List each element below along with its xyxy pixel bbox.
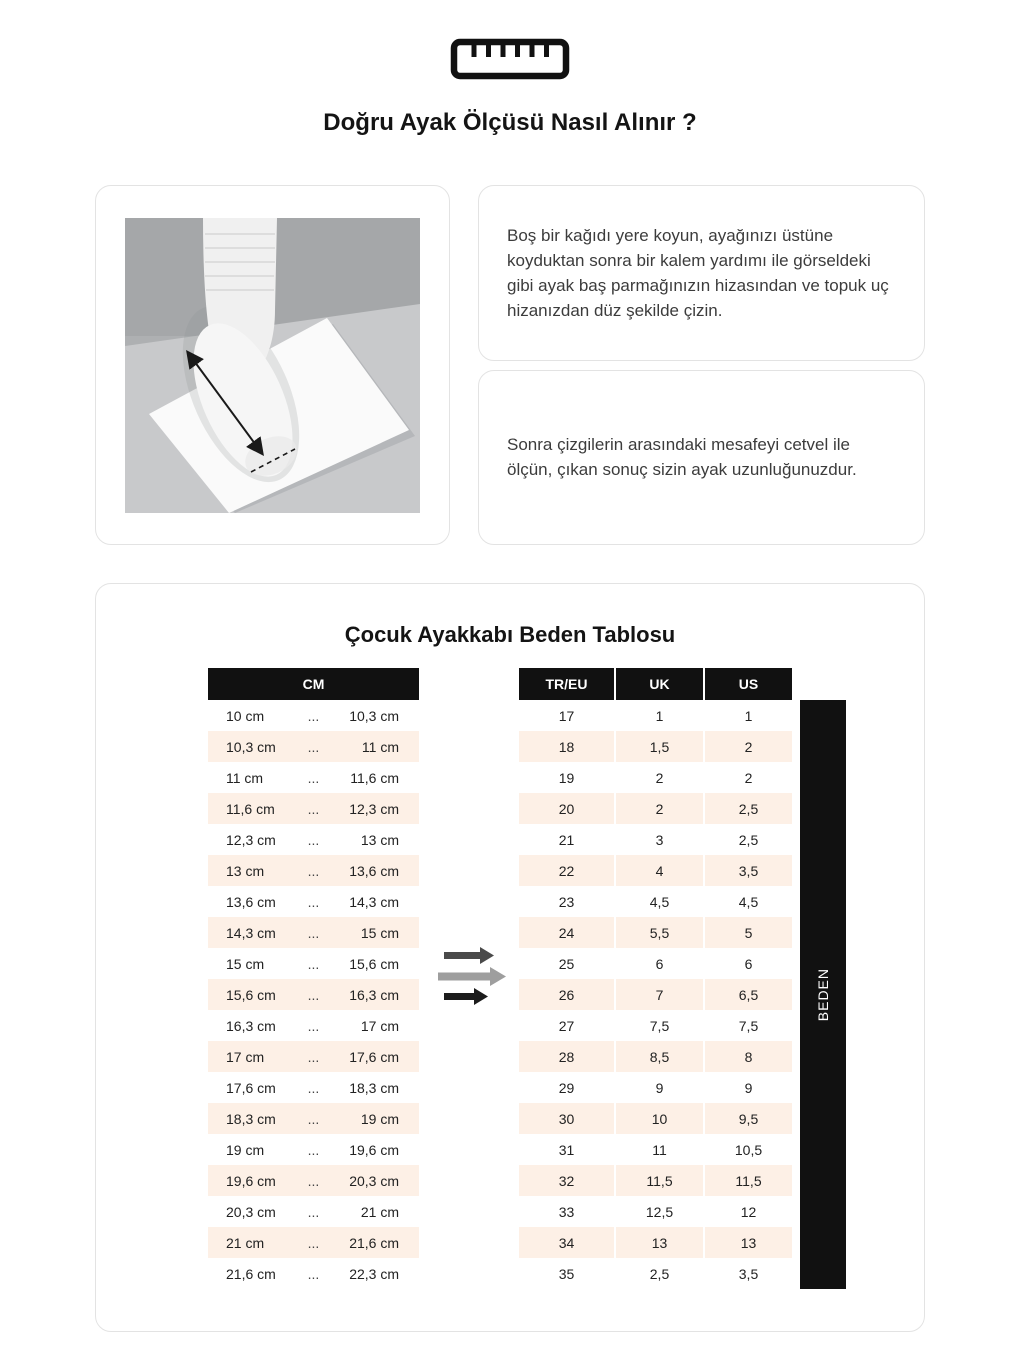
- size-tr-eu-cell: 28: [519, 1041, 614, 1072]
- cm-table-row: [208, 855, 419, 886]
- cm-from-cell: 21,6 cm: [226, 1265, 276, 1282]
- cm-table-row: [208, 1134, 419, 1165]
- cm-table-row: [208, 1103, 419, 1134]
- cm-sep-cell: ...: [307, 862, 320, 879]
- cm-from-cell: 18,3 cm: [226, 1110, 276, 1127]
- cm-to-cell: 17,6 cm: [349, 1048, 399, 1065]
- size-uk-cell: 5,5: [616, 917, 703, 948]
- size-tr-eu-cell: 17: [558, 707, 575, 724]
- cm-table-row: [208, 1072, 419, 1103]
- size-us-cell: 1: [744, 707, 753, 724]
- cm-from-cell: 13,6 cm: [226, 893, 276, 910]
- cm-sep-cell: ...: [307, 1048, 320, 1065]
- cm-table-row: [208, 1227, 419, 1258]
- cm-sep-cell: ...: [307, 800, 320, 817]
- size-uk-cell: 2: [655, 769, 664, 786]
- intl-size-table: [517, 668, 794, 1289]
- size-table-row: [519, 979, 792, 1010]
- cm-from-cell: 15 cm: [226, 955, 265, 972]
- size-table-row: [519, 1010, 792, 1041]
- cm-to-cell: 21 cm: [360, 1203, 399, 1220]
- size-col-header-uk: UK: [616, 668, 703, 700]
- cm-sep-cell: ...: [307, 1017, 320, 1034]
- size-table-section: [95, 583, 925, 1332]
- size-tr-eu-cell: 31: [558, 1141, 575, 1158]
- foot-measure-image-card: [95, 185, 450, 545]
- size-table-row: [519, 1196, 792, 1227]
- cm-table-row: [208, 700, 419, 731]
- cm-from-cell: 20,3 cm: [226, 1203, 276, 1220]
- cm-to-cell: 19,6 cm: [349, 1141, 399, 1158]
- size-us-cell: 12: [740, 1203, 757, 1220]
- size-us-cell: 3,5: [738, 1265, 759, 1282]
- size-us-cell: 11,5: [705, 1165, 792, 1196]
- size-col-header-tr-eu: TR/EU: [519, 668, 614, 700]
- size-us-cell: 10,5: [734, 1141, 763, 1158]
- cm-from-cell: 17 cm: [226, 1048, 265, 1065]
- size-table-row: [519, 1134, 792, 1165]
- cm-from-cell: 13 cm: [226, 862, 265, 879]
- size-tr-eu-cell: 35: [558, 1265, 575, 1282]
- size-us-cell: 2,5: [738, 831, 759, 848]
- size-uk-cell: 4,5: [649, 893, 670, 910]
- cm-sep-cell: ...: [307, 1141, 320, 1158]
- cm-from-cell: 21 cm: [226, 1234, 265, 1251]
- size-us-cell: 3,5: [705, 855, 792, 886]
- cm-to-cell: 19 cm: [360, 1110, 399, 1127]
- cm-table-row: [208, 1196, 419, 1227]
- size-us-cell: 6,5: [705, 979, 792, 1010]
- cm-to-cell: 15 cm: [360, 924, 399, 941]
- cm-from-cell: 16,3 cm: [226, 1017, 276, 1034]
- cm-to-cell: 16,3 cm: [349, 986, 399, 1003]
- cm-sep-cell: ...: [307, 1172, 320, 1189]
- cm-sep-cell: ...: [307, 1110, 320, 1127]
- page-header: [95, 38, 925, 137]
- ruler-icon: [450, 38, 570, 85]
- size-uk-cell: 3: [655, 831, 664, 848]
- instruction-steps: [478, 185, 925, 545]
- cm-table-row: [208, 1041, 419, 1072]
- cm-table: [208, 668, 419, 1289]
- size-uk-cell: 1: [655, 707, 664, 724]
- size-us-cell: 9: [744, 1079, 753, 1096]
- size-us-cell: 2: [705, 731, 792, 762]
- cm-from-cell: 10 cm: [226, 707, 265, 724]
- size-table-title: Çocuk Ayakkabı Beden Tablosu: [344, 622, 676, 647]
- cm-to-cell: 22,3 cm: [349, 1265, 399, 1282]
- size-us-cell: 8: [705, 1041, 792, 1072]
- size-uk-cell: 8,5: [616, 1041, 703, 1072]
- cm-table-row: [208, 948, 419, 979]
- cm-to-cell: 14,3 cm: [349, 893, 399, 910]
- size-us-cell: 2: [744, 769, 753, 786]
- size-uk-cell: 11,5: [616, 1165, 703, 1196]
- cm-table-row: [208, 793, 419, 824]
- size-tr-eu-cell: 20: [519, 793, 614, 824]
- cm-to-cell: 20,3 cm: [349, 1172, 399, 1189]
- size-tr-eu-cell: 30: [519, 1103, 614, 1134]
- size-tr-eu-cell: 24: [519, 917, 614, 948]
- size-tr-eu-cell: 22: [519, 855, 614, 886]
- size-us-cell: 7,5: [738, 1017, 759, 1034]
- size-uk-cell: 12,5: [645, 1203, 674, 1220]
- size-table-row: [519, 1227, 792, 1258]
- size-uk-cell: 4: [616, 855, 703, 886]
- size-us-cell: 4,5: [738, 893, 759, 910]
- size-us-cell: 5: [705, 917, 792, 948]
- cm-from-cell: 11,6 cm: [226, 800, 275, 817]
- cm-sep-cell: ...: [307, 955, 320, 972]
- size-table-row: [519, 948, 792, 979]
- size-table-body: [519, 700, 792, 1289]
- size-table-row: [519, 917, 792, 948]
- cm-from-cell: 11 cm: [226, 769, 264, 786]
- convert-arrows-icon: [438, 943, 506, 1014]
- size-table-row: [519, 1072, 792, 1103]
- cm-from-cell: 10,3 cm: [226, 738, 276, 755]
- cm-sep-cell: ...: [307, 831, 320, 848]
- size-tr-eu-cell: 21: [558, 831, 575, 848]
- cm-table-row: [208, 886, 419, 917]
- cm-to-cell: 13,6 cm: [349, 862, 399, 879]
- cm-sep-cell: ...: [307, 1079, 320, 1096]
- cm-to-cell: 21,6 cm: [349, 1234, 399, 1251]
- size-tables-row: [96, 668, 924, 1289]
- size-us-cell: 6: [744, 955, 753, 972]
- size-table-row: [519, 824, 792, 855]
- size-table-row: [519, 762, 792, 793]
- cm-to-cell: 12,3 cm: [349, 800, 399, 817]
- cm-to-cell: 18,3 cm: [349, 1079, 399, 1096]
- beden-label: BEDEN: [815, 967, 831, 1022]
- cm-table-row: [208, 1010, 419, 1041]
- size-tr-eu-cell: 25: [558, 955, 575, 972]
- cm-table-row: [208, 1165, 419, 1196]
- howto-section: [95, 185, 925, 545]
- cm-sep-cell: ...: [307, 769, 320, 786]
- size-table-row: [519, 1165, 792, 1196]
- size-tr-eu-cell: 32: [519, 1165, 614, 1196]
- size-us-cell: 2,5: [705, 793, 792, 824]
- size-uk-cell: 2: [616, 793, 703, 824]
- size-tr-eu-cell: 34: [519, 1227, 614, 1258]
- size-uk-cell: 6: [655, 955, 664, 972]
- cm-from-cell: 17,6 cm: [226, 1079, 276, 1096]
- size-table-row: [519, 1041, 792, 1072]
- cm-from-cell: 19,6 cm: [226, 1172, 276, 1189]
- size-us-cell: 13: [705, 1227, 792, 1258]
- cm-from-cell: 19 cm: [226, 1141, 265, 1158]
- cm-to-cell: 11 cm: [361, 738, 399, 755]
- size-us-cell: 9,5: [705, 1103, 792, 1134]
- cm-from-cell: 14,3 cm: [226, 924, 276, 941]
- size-uk-cell: 1,5: [616, 731, 703, 762]
- cm-sep-cell: ...: [307, 738, 320, 755]
- size-uk-cell: 13: [616, 1227, 703, 1258]
- size-tr-eu-cell: 29: [558, 1079, 575, 1096]
- cm-sep-cell: ...: [307, 924, 320, 941]
- size-col-header-us: US: [705, 668, 792, 700]
- size-uk-cell: 2,5: [649, 1265, 670, 1282]
- instruction-step-2-text: Sonra çizgilerin arasındaki mesafeyi cetvel ile ölçün, çıkan sonuç sizin ayak uzunluğunuzdur.: [507, 435, 857, 480]
- cm-table-row: [208, 731, 419, 762]
- instruction-step-1: [478, 185, 925, 361]
- cm-sep-cell: ...: [307, 707, 320, 724]
- size-table-row: [519, 700, 792, 731]
- size-tr-eu-cell: 18: [519, 731, 614, 762]
- cm-from-cell: 15,6 cm: [226, 986, 276, 1003]
- size-table-row: [519, 855, 792, 886]
- size-uk-cell: 9: [655, 1079, 664, 1096]
- size-table-row: [519, 886, 792, 917]
- cm-to-cell: 10,3 cm: [349, 707, 399, 724]
- instruction-step-1-text: Boş bir kağıdı yere koyun, ayağınızı üstüne koyduktan sonra bir kalem yardımı ile görseldeki gibi ayak baş parmağınızın hizasından ve topuk uç hizanızdan düz şekilde çizin.: [507, 225, 889, 320]
- cm-to-cell: 11,6 cm: [350, 769, 399, 786]
- cm-sep-cell: ...: [307, 986, 320, 1003]
- size-tr-eu-cell: 27: [558, 1017, 575, 1034]
- cm-to-cell: 17 cm: [360, 1017, 399, 1034]
- cm-sep-cell: ...: [307, 1234, 320, 1251]
- size-tr-eu-cell: 19: [558, 769, 575, 786]
- size-uk-cell: 7,5: [649, 1017, 670, 1034]
- cm-table-row: [208, 1258, 419, 1289]
- cm-table-body: [208, 700, 419, 1289]
- cm-sep-cell: ...: [307, 1265, 320, 1282]
- cm-sep-cell: ...: [307, 893, 320, 910]
- cm-table-row: [208, 979, 419, 1010]
- size-uk-cell: 11: [652, 1141, 667, 1158]
- cm-sep-cell: ...: [307, 1203, 320, 1220]
- cm-from-cell: 12,3 cm: [226, 831, 276, 848]
- cm-table-row: [208, 824, 419, 855]
- cm-to-cell: 15,6 cm: [349, 955, 399, 972]
- cm-to-cell: 13 cm: [360, 831, 399, 848]
- page-title: Doğru Ayak Ölçüsü Nasıl Alınır ?: [323, 109, 697, 136]
- cm-table-header: CM: [208, 668, 419, 700]
- size-table-row: [519, 793, 792, 824]
- size-tr-eu-cell: 33: [558, 1203, 575, 1220]
- beden-side-bar: [800, 700, 846, 1289]
- size-tr-eu-cell: 26: [519, 979, 614, 1010]
- cm-table-row: [208, 917, 419, 948]
- size-uk-cell: 7: [616, 979, 703, 1010]
- size-uk-cell: 10: [616, 1103, 703, 1134]
- cm-table-row: [208, 762, 419, 793]
- instruction-step-2: [478, 370, 925, 546]
- size-table-row: [519, 1258, 792, 1289]
- size-table-row: [519, 1103, 792, 1134]
- foot-measurement-illustration: [125, 218, 420, 513]
- size-tr-eu-cell: 23: [558, 893, 575, 910]
- size-table-row: [519, 731, 792, 762]
